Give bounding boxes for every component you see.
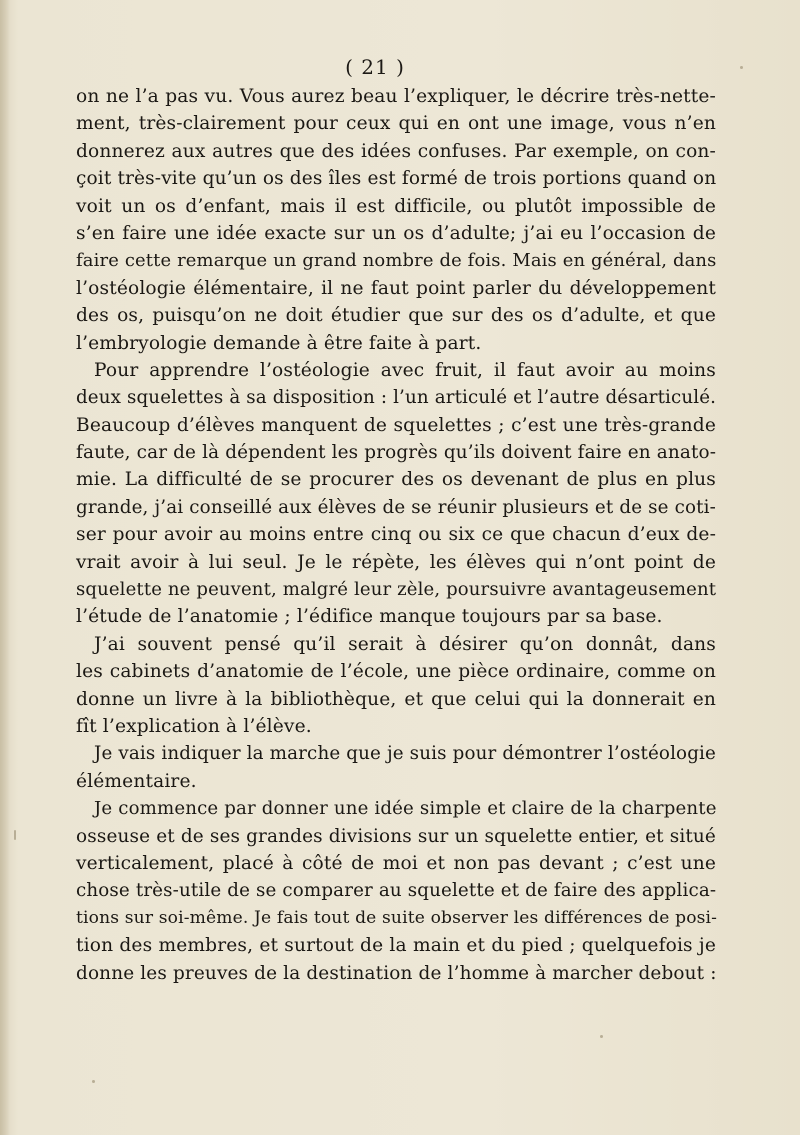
text-line: J’ai souvent pensé qu’il serait à désirer qu’on donnât, dans xyxy=(94,633,716,655)
paper-speck xyxy=(740,66,743,69)
text-line: élémentaire. xyxy=(76,770,197,792)
text-line: donne un livre à la bibliothèque, et que celui qui la donnerait en xyxy=(76,688,716,710)
text-line: l’ostéologie élémentaire, il ne faut point parler du développement xyxy=(76,277,716,299)
text-line: s’en faire une idée exacte sur un os d’adulte; j’ai eu l’occasion de xyxy=(76,222,716,244)
text-line: les cabinets d’anatomie de l’école, une pièce ordinaire, comme on xyxy=(76,661,716,683)
paper-speck xyxy=(92,1080,95,1083)
page-binding-shadow xyxy=(0,0,10,1135)
text-line: vrait avoir à lui seul. Je le répète, les élèves qui n’ont point de xyxy=(76,551,716,573)
body-text xyxy=(76,83,716,987)
text-line: ment, très-clairement pour ceux qui en ont une image, vous n’en xyxy=(76,113,716,135)
text-line: çoit très-vite qu’un os des îles est formé de trois portions quand on xyxy=(76,168,717,190)
text-line: voit un os d’enfant, mais il est difficile, ou plutôt impossible de xyxy=(76,195,716,217)
text-line: tions sur soi-même. Je fais tout de suite observer les différences de posi- xyxy=(76,907,718,928)
text-line: Je commence par donner une idée simple et claire de la charpente xyxy=(94,798,717,820)
text-line: l’embryologie demande à être faite à part. xyxy=(76,332,482,354)
text-line: chose très-utile de se comparer au squelette et de faire des applica- xyxy=(76,880,717,902)
paper-speck xyxy=(14,830,16,840)
text-line: des os, puisqu’on ne doit étudier que sur des os d’adulte, et que xyxy=(76,305,716,327)
text-line: squelette ne peuvent, malgré leur zèle, poursuivre avantageusement xyxy=(76,579,717,601)
text-line: faire cette remarque un grand nombre de fois. Mais en général, dans xyxy=(76,250,717,272)
text-line: Pour apprendre l’ostéologie avec fruit, il faut avoir au moins xyxy=(94,359,716,381)
text-line: fît l’explication à l’élève. xyxy=(76,715,312,737)
text-line: donnerez aux autres que des idées confuses. Par exemple, on con- xyxy=(76,140,716,162)
text-line: Je vais indiquer la marche que je suis pour démontrer l’ostéologie xyxy=(94,743,716,765)
text-line: faute, car de là dépendent les progrès qu’ils doivent faire en anato- xyxy=(76,442,717,464)
text-line: Beaucoup d’élèves manquent de squelettes ; c’est une très-grande xyxy=(76,414,716,436)
text-line: osseuse et de ses grandes divisions sur un squelette entier, et situé xyxy=(76,825,716,847)
text-line: grande, j’ai conseillé aux élèves de se réunir plusieurs et de se coti- xyxy=(76,496,716,518)
paper-speck xyxy=(600,1035,603,1038)
text-line: mie. La difficulté de se procurer des os devenant de plus en plus xyxy=(76,469,716,491)
text-line: l’étude de l’anatomie ; l’édifice manque toujours par sa base. xyxy=(76,606,663,628)
text-line: tion des membres, et surtout de la main et du pied ; quelquefois je xyxy=(76,935,716,957)
text-line: donne les preuves de la destination de l’homme à marcher debout : xyxy=(76,962,717,984)
text-line: ser pour avoir au moins entre cinq ou six ce que chacun d’eux de- xyxy=(76,524,716,546)
text-line: on ne l’a pas vu. Vous aurez beau l’expliquer, le décrire très-nette- xyxy=(76,86,716,107)
text-line: deux squelettes à sa disposition : l’un articulé et l’autre désarticulé. xyxy=(76,387,717,409)
text-line: verticalement, placé à côté de moi et non pas devant ; c’est une xyxy=(76,852,716,874)
page-number: ( 21 ) xyxy=(345,55,405,79)
